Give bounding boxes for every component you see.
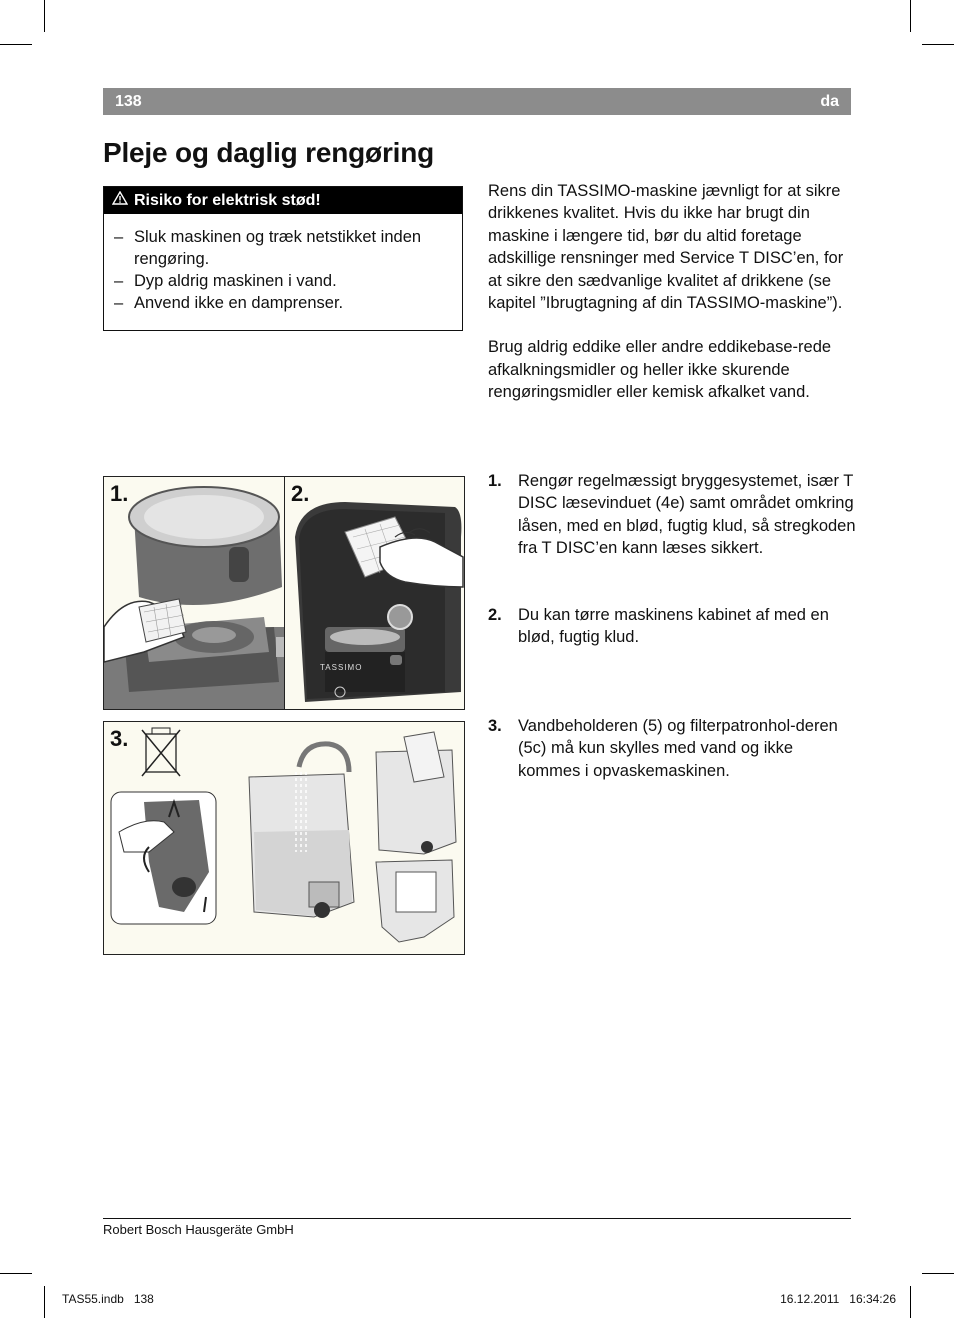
- crop-mark: [910, 0, 911, 32]
- page-number: 138: [115, 93, 142, 110]
- water-tank-illustration: [104, 722, 465, 955]
- warning-item: – Anvend ikke en damprenser.: [114, 292, 458, 314]
- crop-mark: [0, 1273, 32, 1274]
- warning-item: – Sluk maskinen og træk netstikket inden rengøring.: [114, 226, 458, 270]
- step-number: 2.: [488, 606, 502, 624]
- figure-panel-1: [103, 476, 285, 710]
- step-1: [488, 470, 858, 560]
- step-2: [488, 604, 858, 649]
- crop-mark: [44, 0, 45, 32]
- warning-item: – Dyp aldrig maskinen i vand.: [114, 270, 458, 292]
- warning-triangle-icon: [112, 187, 128, 214]
- intro-text: [488, 180, 858, 404]
- language-code: da: [820, 93, 839, 110]
- step-text: Rengør regelmæssigt bryggesystemet, især T DISC læsevinduet (4e) samt området omkring låsen, med en blød, fugtig klud, så stregkoden fra T DISC’en kann læses sikkert.: [518, 472, 856, 558]
- warning-heading: [104, 187, 462, 214]
- crop-mark: [922, 44, 954, 45]
- crossed-out-bin-icon: [142, 728, 180, 776]
- page-title: Pleje og daglig rengøring: [103, 137, 435, 168]
- figure-label: 2.: [291, 481, 310, 506]
- figure-panel-2: [284, 476, 465, 710]
- intro-paragraph: Brug aldrig eddike eller andre eddikebase-rede afkalkningsmidler og heller ikke skurende rengøringsmidler eller kemisk afkalket vand.: [488, 338, 832, 402]
- figure-label: 3.: [110, 726, 129, 751]
- brewing-unit-illustration: [104, 477, 285, 710]
- step-3: [488, 715, 858, 782]
- step-number: 3.: [488, 717, 502, 735]
- machine-front-illustration: [285, 477, 465, 710]
- crop-mark: [922, 1273, 954, 1274]
- print-slug-file: TAS55.indb 138: [62, 1292, 154, 1306]
- print-slug-date: 16.12.2011 16:34:26: [780, 1292, 896, 1306]
- step-text: Du kan tørre maskinens kabinet af med en blød, fugtig klud.: [518, 606, 829, 647]
- step-text: Vandbeholderen (5) og filterpatronhol-deren (5c) må kun skylles med vand og ikke kommes i opvaskemaskinen.: [518, 717, 838, 780]
- footer-divider: [103, 1218, 851, 1219]
- page-header-bar: [103, 88, 851, 115]
- figure-panel-3: [103, 721, 465, 955]
- figure-label: 1.: [110, 481, 129, 506]
- warning-box: [103, 186, 463, 331]
- step-number: 1.: [488, 472, 502, 490]
- footer-company: Robert Bosch Hausgeräte GmbH: [103, 1222, 294, 1237]
- warning-list: [104, 226, 462, 314]
- warning-heading-text: Risiko for elektrisk stød!: [134, 192, 321, 209]
- crop-mark: [910, 1286, 911, 1318]
- machine-brand-text: TASSIMO: [320, 663, 363, 672]
- crop-mark: [44, 1286, 45, 1318]
- crop-mark: [0, 44, 32, 45]
- intro-paragraph: Rens din TASSIMO-maskine jævnligt for at sikre drikkenes kvalitet. Hvis du ikke har brugt din maskine i længere tid, bør du altid foretage adskillige rensninger med Service T DISC’en, for at sikre den sædvanlige kvalitet af drikkene (se kapitel ”Ibrugtagning af din TASSIMO-maskine”).: [488, 182, 844, 313]
